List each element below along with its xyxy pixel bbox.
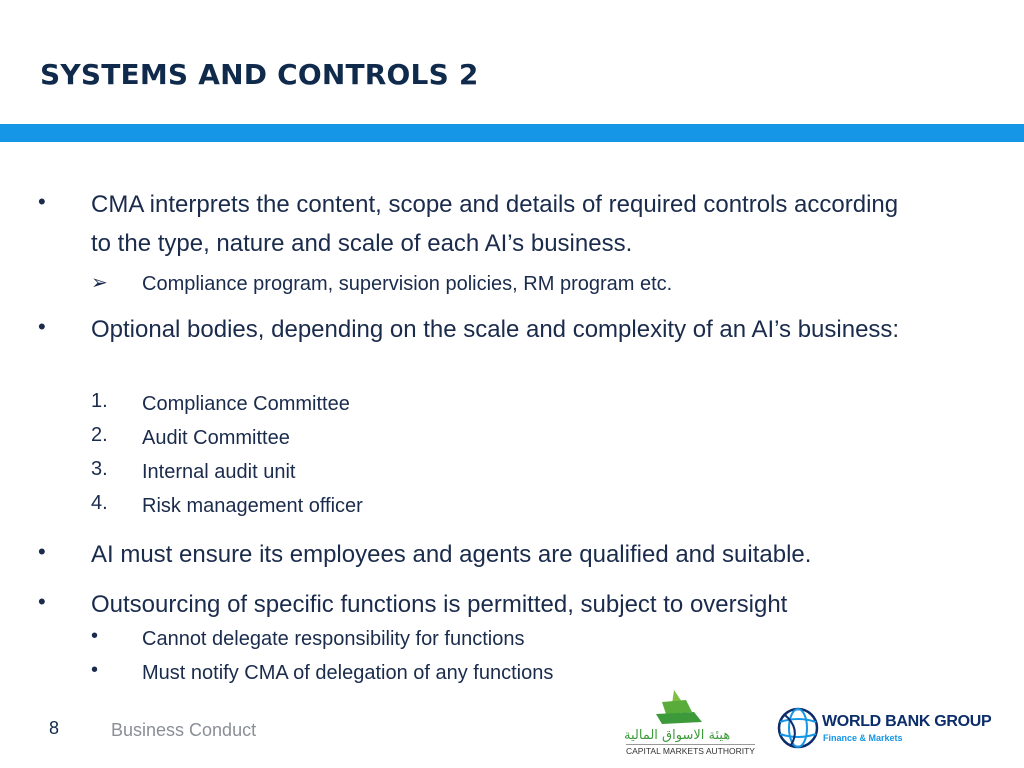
sub-bullet-mark: • xyxy=(91,659,99,681)
item-number: 1. xyxy=(91,390,108,412)
arrow-bullet-icon: ➢ xyxy=(91,272,108,294)
bullet-text: Outsourcing of specific functions is permitted, subject to oversight xyxy=(91,591,788,618)
bullet-text: CMA interprets the content, scope and details of required controls according to the type, nature and scale of each AI’s business. xyxy=(91,191,899,257)
title-accent-bar xyxy=(0,124,1024,142)
world-bank-name: WORLD BANK GROUP xyxy=(822,713,992,730)
world-bank-subtitle: Finance & Markets xyxy=(823,733,903,743)
sub-text: Cannot delegate responsibility for functions xyxy=(142,628,525,650)
item-number: 2. xyxy=(91,424,108,446)
bullet-text: AI must ensure its employees and agents are qualified and suitable. xyxy=(91,541,812,568)
sub-text: Compliance program, supervision policies, RM program etc. xyxy=(142,273,673,295)
bullet-mark: • xyxy=(38,314,46,339)
cma-arabic-name: هيئة الاسواق المالية xyxy=(624,728,731,743)
page-number: 8 xyxy=(49,718,60,738)
item-text: Risk management officer xyxy=(142,495,363,517)
item-text: Audit Committee xyxy=(142,427,290,449)
item-text: Internal audit unit xyxy=(142,461,296,483)
item-number: 3. xyxy=(91,458,108,480)
bullet-text: Optional bodies, depending on the scale and complexity of an AI’s business: xyxy=(91,316,900,343)
item-text: Compliance Committee xyxy=(142,393,350,415)
item-number: 4. xyxy=(91,492,108,514)
bullet-mark: • xyxy=(38,589,46,614)
sub-bullet-mark: • xyxy=(91,625,99,647)
globe-icon xyxy=(777,707,819,749)
bullet-mark: • xyxy=(38,539,46,564)
cma-english-name: CAPITAL MARKETS AUTHORITY xyxy=(626,746,755,756)
slide-title: SYSTEMS AND CONTROLS 2 xyxy=(40,58,479,91)
sub-text: Must notify CMA of delegation of any functions xyxy=(142,662,554,684)
bullet-mark: • xyxy=(38,189,46,214)
footer-section-label: Business Conduct xyxy=(111,720,257,740)
